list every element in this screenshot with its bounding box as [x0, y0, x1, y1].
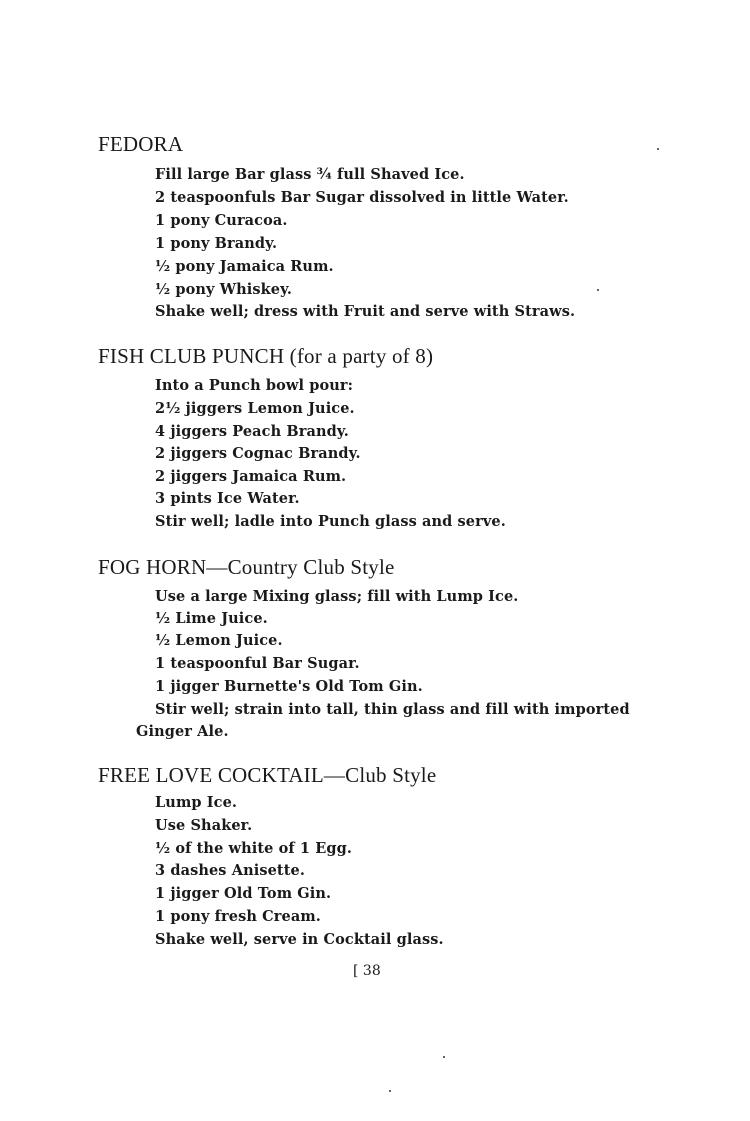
- recipe-line: Lump Ice.: [155, 794, 238, 811]
- recipe-line: Stir well; strain into tall, thin glass and fill with imported: [155, 701, 630, 718]
- recipe-line: 1 pony fresh Cream.: [155, 908, 321, 925]
- recipe-line: Ginger Ale.: [136, 723, 229, 740]
- recipe-line: 2 jiggers Cognac Brandy.: [155, 445, 361, 462]
- recipe-line: Shake well, serve in Cocktail glass.: [155, 931, 444, 948]
- recipe-line: 1 jigger Burnette's Old Tom Gin.: [155, 678, 423, 695]
- recipe-line: ½ pony Whiskey.: [155, 281, 293, 298]
- recipe-line: ½ pony Jamaica Rum.: [155, 258, 334, 275]
- recipe-title-name: FEDORA: [98, 132, 184, 156]
- recipe-title: [98, 132, 183, 156]
- recipe-line: 3 pints Ice Water.: [155, 490, 300, 507]
- recipe-line: ½ Lime Juice.: [155, 610, 268, 627]
- recipe-line: 4 jiggers Peach Brandy.: [155, 423, 349, 440]
- recipe-title: [98, 344, 433, 368]
- scan-speck: [597, 289, 599, 291]
- recipe-title: [98, 763, 436, 787]
- recipe-line: 2 jiggers Jamaica Rum.: [155, 468, 347, 485]
- recipe-line: ½ Lemon Juice.: [155, 632, 283, 649]
- recipe-line: Stir well; ladle into Punch glass and serve.: [155, 513, 506, 530]
- scan-speck: [657, 148, 659, 150]
- recipe-line: Use Shaker.: [155, 817, 253, 834]
- recipe-title-name: FREE LOVE COCKTAIL: [98, 763, 324, 787]
- recipe-line: Shake well; dress with Fruit and serve with Straws.: [155, 303, 576, 320]
- page-number: [ 38: [353, 963, 381, 979]
- recipe-line: 1 teaspoonful Bar Sugar.: [155, 655, 360, 672]
- recipe-line: Fill large Bar glass ¾ full Shaved Ice.: [155, 166, 465, 183]
- recipe-line: 1 pony Curacoa.: [155, 212, 288, 229]
- recipe-line: 3 dashes Anisette.: [155, 862, 305, 879]
- recipe-line: Use a large Mixing glass; fill with Lump Ice.: [155, 588, 519, 605]
- recipe-title-name: FISH CLUB PUNCH: [98, 344, 285, 368]
- scan-speck: [389, 1090, 391, 1092]
- recipe-title-subtitle: (for a party of 8): [284, 344, 434, 368]
- recipe-line: Into a Punch bowl pour:: [155, 377, 354, 394]
- recipe-line: 1 pony Brandy.: [155, 235, 278, 252]
- recipe-line: 1 jigger Old Tom Gin.: [155, 885, 332, 902]
- recipe-line: ½ of the white of 1 Egg.: [155, 840, 353, 857]
- recipe-title-name: FOG HORN: [98, 555, 207, 579]
- recipe-title-subtitle: —Club Style: [323, 763, 437, 787]
- recipe-line: 2 teaspoonfuls Bar Sugar dissolved in little Water.: [155, 189, 569, 206]
- recipe-title: [98, 555, 395, 579]
- scan-speck: [443, 1056, 445, 1058]
- recipe-title-subtitle: —Country Club Style: [206, 555, 395, 579]
- recipe-line: 2½ jiggers Lemon Juice.: [155, 400, 355, 417]
